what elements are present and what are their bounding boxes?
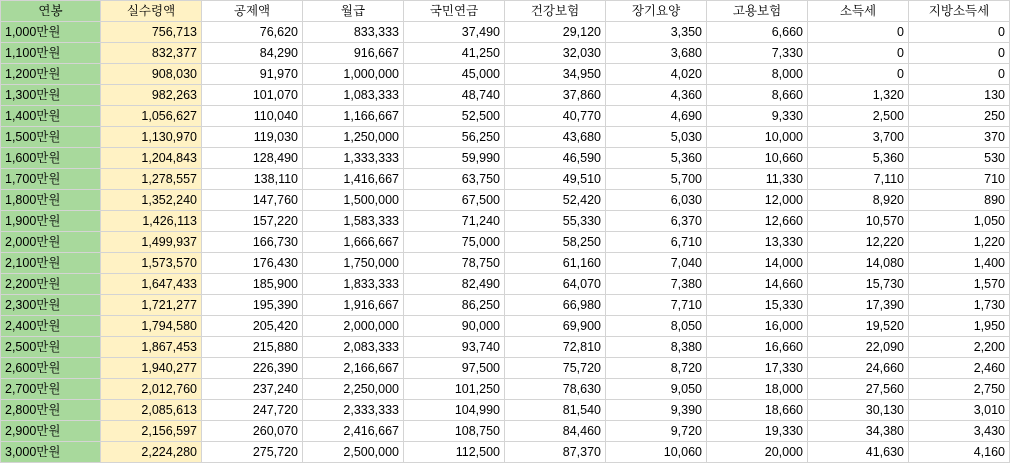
cell-deduction[interactable]: 91,970 [202, 64, 303, 85]
column-header-deduction[interactable]: 공제액 [202, 1, 303, 22]
cell-deduction[interactable]: 185,900 [202, 274, 303, 295]
cell-salary[interactable]: 2,400만원 [1, 316, 101, 337]
cell-health-insurance[interactable]: 75,720 [505, 358, 606, 379]
cell-health-insurance[interactable]: 52,420 [505, 190, 606, 211]
cell-salary[interactable]: 1,700만원 [1, 169, 101, 190]
cell-monthly-pay[interactable]: 2,000,000 [303, 316, 404, 337]
table-row [1, 379, 1010, 400]
cell-local-income-tax[interactable]: 130 [909, 85, 1010, 106]
cell-national-pension[interactable]: 90,000 [404, 316, 505, 337]
cell-income-tax[interactable]: 14,080 [808, 253, 909, 274]
cell-long-term-care[interactable]: 9,390 [606, 400, 707, 421]
cell-deduction[interactable]: 260,070 [202, 421, 303, 442]
cell-health-insurance[interactable]: 81,540 [505, 400, 606, 421]
column-header-long-term-care[interactable]: 장기요양 [606, 1, 707, 22]
cell-income-tax[interactable]: 17,390 [808, 295, 909, 316]
cell-net-pay[interactable]: 832,377 [101, 43, 202, 64]
cell-deduction[interactable]: 84,290 [202, 43, 303, 64]
cell-employment-insurance[interactable]: 15,330 [707, 295, 808, 316]
cell-deduction[interactable]: 205,420 [202, 316, 303, 337]
cell-net-pay[interactable]: 2,012,760 [101, 379, 202, 400]
cell-deduction[interactable]: 119,030 [202, 127, 303, 148]
table-row [1, 190, 1010, 211]
cell-monthly-pay[interactable]: 2,083,333 [303, 337, 404, 358]
cell-employment-insurance[interactable]: 18,660 [707, 400, 808, 421]
table-row [1, 400, 1010, 421]
cell-national-pension[interactable]: 86,250 [404, 295, 505, 316]
cell-health-insurance[interactable]: 64,070 [505, 274, 606, 295]
cell-salary[interactable]: 2,200만원 [1, 274, 101, 295]
cell-employment-insurance[interactable]: 6,660 [707, 22, 808, 43]
cell-income-tax[interactable]: 27,560 [808, 379, 909, 400]
cell-employment-insurance[interactable]: 18,000 [707, 379, 808, 400]
cell-monthly-pay[interactable]: 1,916,667 [303, 295, 404, 316]
cell-local-income-tax[interactable]: 4,160 [909, 442, 1010, 463]
cell-long-term-care[interactable]: 5,700 [606, 169, 707, 190]
cell-deduction[interactable]: 101,070 [202, 85, 303, 106]
cell-deduction[interactable]: 275,720 [202, 442, 303, 463]
cell-employment-insurance[interactable]: 19,330 [707, 421, 808, 442]
cell-long-term-care[interactable]: 5,030 [606, 127, 707, 148]
cell-monthly-pay[interactable]: 2,333,333 [303, 400, 404, 421]
cell-monthly-pay[interactable]: 2,416,667 [303, 421, 404, 442]
table-row [1, 295, 1010, 316]
cell-salary[interactable]: 2,800만원 [1, 400, 101, 421]
cell-salary[interactable]: 1,400만원 [1, 106, 101, 127]
cell-net-pay[interactable]: 1,940,277 [101, 358, 202, 379]
cell-income-tax[interactable]: 22,090 [808, 337, 909, 358]
cell-net-pay[interactable]: 2,085,613 [101, 400, 202, 421]
cell-health-insurance[interactable]: 55,330 [505, 211, 606, 232]
cell-health-insurance[interactable]: 40,770 [505, 106, 606, 127]
cell-long-term-care[interactable]: 10,060 [606, 442, 707, 463]
cell-income-tax[interactable]: 2,500 [808, 106, 909, 127]
cell-national-pension[interactable]: 63,750 [404, 169, 505, 190]
table-row [1, 274, 1010, 295]
header-row [1, 1, 1010, 22]
cell-net-pay[interactable]: 1,056,627 [101, 106, 202, 127]
column-header-national-pension[interactable]: 국민연금 [404, 1, 505, 22]
table-row [1, 85, 1010, 106]
cell-long-term-care[interactable]: 5,360 [606, 148, 707, 169]
column-header-local-income-tax[interactable]: 지방소득세 [909, 1, 1010, 22]
cell-income-tax[interactable]: 3,700 [808, 127, 909, 148]
cell-health-insurance[interactable]: 32,030 [505, 43, 606, 64]
cell-net-pay[interactable]: 2,224,280 [101, 442, 202, 463]
cell-salary[interactable]: 1,000만원 [1, 22, 101, 43]
cell-local-income-tax[interactable]: 370 [909, 127, 1010, 148]
cell-deduction[interactable]: 176,430 [202, 253, 303, 274]
cell-employment-insurance[interactable]: 9,330 [707, 106, 808, 127]
column-header-income-tax[interactable]: 소득세 [808, 1, 909, 22]
cell-health-insurance[interactable]: 37,860 [505, 85, 606, 106]
cell-long-term-care[interactable]: 6,030 [606, 190, 707, 211]
cell-local-income-tax[interactable]: 1,400 [909, 253, 1010, 274]
cell-monthly-pay[interactable]: 1,750,000 [303, 253, 404, 274]
cell-income-tax[interactable]: 0 [808, 43, 909, 64]
cell-monthly-pay[interactable]: 916,667 [303, 43, 404, 64]
cell-local-income-tax[interactable]: 250 [909, 106, 1010, 127]
cell-deduction[interactable]: 195,390 [202, 295, 303, 316]
cell-long-term-care[interactable]: 8,380 [606, 337, 707, 358]
cell-long-term-care[interactable]: 6,370 [606, 211, 707, 232]
cell-long-term-care[interactable]: 3,680 [606, 43, 707, 64]
cell-income-tax[interactable]: 15,730 [808, 274, 909, 295]
cell-net-pay[interactable]: 1,573,570 [101, 253, 202, 274]
cell-national-pension[interactable]: 71,240 [404, 211, 505, 232]
cell-salary[interactable]: 2,600만원 [1, 358, 101, 379]
cell-net-pay[interactable]: 1,499,937 [101, 232, 202, 253]
cell-long-term-care[interactable]: 4,020 [606, 64, 707, 85]
cell-local-income-tax[interactable]: 3,430 [909, 421, 1010, 442]
cell-net-pay[interactable]: 908,030 [101, 64, 202, 85]
cell-national-pension[interactable]: 82,490 [404, 274, 505, 295]
cell-salary[interactable]: 3,000만원 [1, 442, 101, 463]
cell-monthly-pay[interactable]: 833,333 [303, 22, 404, 43]
cell-salary[interactable]: 1,900만원 [1, 211, 101, 232]
cell-health-insurance[interactable]: 72,810 [505, 337, 606, 358]
cell-long-term-care[interactable]: 9,050 [606, 379, 707, 400]
cell-monthly-pay[interactable]: 1,166,667 [303, 106, 404, 127]
cell-net-pay[interactable]: 1,794,580 [101, 316, 202, 337]
table-row [1, 337, 1010, 358]
cell-national-pension[interactable]: 52,500 [404, 106, 505, 127]
cell-deduction[interactable]: 215,880 [202, 337, 303, 358]
cell-employment-insurance[interactable]: 14,660 [707, 274, 808, 295]
cell-employment-insurance[interactable]: 8,000 [707, 64, 808, 85]
cell-local-income-tax[interactable]: 1,730 [909, 295, 1010, 316]
cell-salary[interactable]: 2,000만원 [1, 232, 101, 253]
table-row [1, 64, 1010, 85]
cell-long-term-care[interactable]: 7,710 [606, 295, 707, 316]
cell-income-tax[interactable]: 5,360 [808, 148, 909, 169]
cell-employment-insurance[interactable]: 12,660 [707, 211, 808, 232]
column-header-net-pay[interactable]: 실수령액 [101, 1, 202, 22]
cell-net-pay[interactable]: 2,156,597 [101, 421, 202, 442]
cell-local-income-tax[interactable]: 0 [909, 64, 1010, 85]
cell-health-insurance[interactable]: 66,980 [505, 295, 606, 316]
cell-salary[interactable]: 1,300만원 [1, 85, 101, 106]
cell-health-insurance[interactable]: 87,370 [505, 442, 606, 463]
cell-salary[interactable]: 2,900만원 [1, 421, 101, 442]
cell-salary[interactable]: 2,300만원 [1, 295, 101, 316]
cell-health-insurance[interactable]: 49,510 [505, 169, 606, 190]
cell-monthly-pay[interactable]: 1,666,667 [303, 232, 404, 253]
cell-national-pension[interactable]: 78,750 [404, 253, 505, 274]
cell-monthly-pay[interactable]: 2,500,000 [303, 442, 404, 463]
cell-deduction[interactable]: 128,490 [202, 148, 303, 169]
cell-long-term-care[interactable]: 6,710 [606, 232, 707, 253]
cell-income-tax[interactable]: 1,320 [808, 85, 909, 106]
cell-income-tax[interactable]: 12,220 [808, 232, 909, 253]
cell-net-pay[interactable]: 982,263 [101, 85, 202, 106]
table-row [1, 127, 1010, 148]
cell-salary[interactable]: 1,100만원 [1, 43, 101, 64]
cell-national-pension[interactable]: 97,500 [404, 358, 505, 379]
cell-income-tax[interactable]: 8,920 [808, 190, 909, 211]
cell-deduction[interactable]: 166,730 [202, 232, 303, 253]
cell-monthly-pay[interactable]: 2,250,000 [303, 379, 404, 400]
cell-national-pension[interactable]: 101,250 [404, 379, 505, 400]
cell-health-insurance[interactable]: 29,120 [505, 22, 606, 43]
cell-national-pension[interactable]: 45,000 [404, 64, 505, 85]
cell-health-insurance[interactable]: 84,460 [505, 421, 606, 442]
cell-net-pay[interactable]: 1,721,277 [101, 295, 202, 316]
cell-national-pension[interactable]: 59,990 [404, 148, 505, 169]
cell-local-income-tax[interactable]: 530 [909, 148, 1010, 169]
table-row [1, 358, 1010, 379]
cell-net-pay[interactable]: 1,867,453 [101, 337, 202, 358]
cell-net-pay[interactable]: 1,204,843 [101, 148, 202, 169]
cell-income-tax[interactable]: 41,630 [808, 442, 909, 463]
cell-health-insurance[interactable]: 69,900 [505, 316, 606, 337]
cell-local-income-tax[interactable]: 1,950 [909, 316, 1010, 337]
cell-national-pension[interactable]: 104,990 [404, 400, 505, 421]
cell-employment-insurance[interactable]: 16,660 [707, 337, 808, 358]
cell-employment-insurance[interactable]: 17,330 [707, 358, 808, 379]
column-header-employment-insurance[interactable]: 고용보험 [707, 1, 808, 22]
cell-employment-insurance[interactable]: 10,660 [707, 148, 808, 169]
cell-health-insurance[interactable]: 46,590 [505, 148, 606, 169]
cell-long-term-care[interactable]: 8,050 [606, 316, 707, 337]
cell-monthly-pay[interactable]: 1,583,333 [303, 211, 404, 232]
cell-net-pay[interactable]: 1,278,557 [101, 169, 202, 190]
cell-long-term-care[interactable]: 7,040 [606, 253, 707, 274]
cell-national-pension[interactable]: 56,250 [404, 127, 505, 148]
cell-employment-insurance[interactable]: 8,660 [707, 85, 808, 106]
table-row [1, 442, 1010, 463]
cell-local-income-tax[interactable]: 1,050 [909, 211, 1010, 232]
cell-income-tax[interactable]: 19,520 [808, 316, 909, 337]
table-row [1, 169, 1010, 190]
cell-monthly-pay[interactable]: 1,000,000 [303, 64, 404, 85]
cell-income-tax[interactable]: 7,110 [808, 169, 909, 190]
cell-monthly-pay[interactable]: 1,250,000 [303, 127, 404, 148]
cell-health-insurance[interactable]: 34,950 [505, 64, 606, 85]
cell-income-tax[interactable]: 30,130 [808, 400, 909, 421]
cell-salary[interactable]: 1,800만원 [1, 190, 101, 211]
cell-deduction[interactable]: 147,760 [202, 190, 303, 211]
table-row [1, 421, 1010, 442]
cell-net-pay[interactable]: 756,713 [101, 22, 202, 43]
cell-local-income-tax[interactable]: 710 [909, 169, 1010, 190]
cell-national-pension[interactable]: 37,490 [404, 22, 505, 43]
cell-employment-insurance[interactable]: 13,330 [707, 232, 808, 253]
cell-deduction[interactable]: 76,620 [202, 22, 303, 43]
cell-long-term-care[interactable]: 7,380 [606, 274, 707, 295]
cell-employment-insurance[interactable]: 7,330 [707, 43, 808, 64]
cell-deduction[interactable]: 237,240 [202, 379, 303, 400]
cell-deduction[interactable]: 138,110 [202, 169, 303, 190]
cell-salary[interactable]: 1,500만원 [1, 127, 101, 148]
cell-income-tax[interactable]: 24,660 [808, 358, 909, 379]
cell-health-insurance[interactable]: 61,160 [505, 253, 606, 274]
cell-national-pension[interactable]: 108,750 [404, 421, 505, 442]
cell-employment-insurance[interactable]: 20,000 [707, 442, 808, 463]
cell-monthly-pay[interactable]: 1,500,000 [303, 190, 404, 211]
table-body [1, 22, 1010, 463]
cell-salary[interactable]: 2,700만원 [1, 379, 101, 400]
cell-long-term-care[interactable]: 9,720 [606, 421, 707, 442]
cell-long-term-care[interactable]: 8,720 [606, 358, 707, 379]
cell-national-pension[interactable]: 41,250 [404, 43, 505, 64]
cell-net-pay[interactable]: 1,130,970 [101, 127, 202, 148]
cell-salary[interactable]: 2,500만원 [1, 337, 101, 358]
table-row [1, 43, 1010, 64]
cell-net-pay[interactable]: 1,426,113 [101, 211, 202, 232]
cell-employment-insurance[interactable]: 11,330 [707, 169, 808, 190]
cell-long-term-care[interactable]: 4,690 [606, 106, 707, 127]
cell-long-term-care[interactable]: 4,360 [606, 85, 707, 106]
cell-monthly-pay[interactable]: 1,083,333 [303, 85, 404, 106]
cell-national-pension[interactable]: 75,000 [404, 232, 505, 253]
cell-local-income-tax[interactable]: 0 [909, 43, 1010, 64]
cell-local-income-tax[interactable]: 1,220 [909, 232, 1010, 253]
table-row [1, 253, 1010, 274]
cell-income-tax[interactable]: 0 [808, 22, 909, 43]
cell-local-income-tax[interactable]: 2,460 [909, 358, 1010, 379]
cell-long-term-care[interactable]: 3,350 [606, 22, 707, 43]
cell-local-income-tax[interactable]: 1,570 [909, 274, 1010, 295]
table-row [1, 232, 1010, 253]
cell-income-tax[interactable]: 34,380 [808, 421, 909, 442]
cell-income-tax[interactable]: 10,570 [808, 211, 909, 232]
cell-national-pension[interactable]: 48,740 [404, 85, 505, 106]
cell-deduction[interactable]: 226,390 [202, 358, 303, 379]
cell-employment-insurance[interactable]: 10,000 [707, 127, 808, 148]
column-header-salary[interactable]: 연봉 [1, 1, 101, 22]
cell-health-insurance[interactable]: 43,680 [505, 127, 606, 148]
cell-employment-insurance[interactable]: 12,000 [707, 190, 808, 211]
cell-local-income-tax[interactable]: 3,010 [909, 400, 1010, 421]
cell-monthly-pay[interactable]: 1,833,333 [303, 274, 404, 295]
column-header-monthly-pay[interactable]: 월급 [303, 1, 404, 22]
cell-national-pension[interactable]: 93,740 [404, 337, 505, 358]
cell-deduction[interactable]: 157,220 [202, 211, 303, 232]
table-row [1, 211, 1010, 232]
cell-deduction[interactable]: 247,720 [202, 400, 303, 421]
cell-national-pension[interactable]: 112,500 [404, 442, 505, 463]
cell-national-pension[interactable]: 67,500 [404, 190, 505, 211]
cell-local-income-tax[interactable]: 0 [909, 22, 1010, 43]
table-row [1, 106, 1010, 127]
column-header-health-insurance[interactable]: 건강보험 [505, 1, 606, 22]
cell-deduction[interactable]: 110,040 [202, 106, 303, 127]
cell-local-income-tax[interactable]: 2,200 [909, 337, 1010, 358]
cell-employment-insurance[interactable]: 16,000 [707, 316, 808, 337]
cell-monthly-pay[interactable]: 2,166,667 [303, 358, 404, 379]
cell-health-insurance[interactable]: 58,250 [505, 232, 606, 253]
cell-net-pay[interactable]: 1,647,433 [101, 274, 202, 295]
table-row [1, 148, 1010, 169]
cell-salary[interactable]: 2,100만원 [1, 253, 101, 274]
table-row [1, 316, 1010, 337]
cell-monthly-pay[interactable]: 1,333,333 [303, 148, 404, 169]
cell-salary[interactable]: 1,600만원 [1, 148, 101, 169]
cell-local-income-tax[interactable]: 890 [909, 190, 1010, 211]
cell-income-tax[interactable]: 0 [808, 64, 909, 85]
cell-local-income-tax[interactable]: 2,750 [909, 379, 1010, 400]
cell-net-pay[interactable]: 1,352,240 [101, 190, 202, 211]
cell-salary[interactable]: 1,200만원 [1, 64, 101, 85]
cell-health-insurance[interactable]: 78,630 [505, 379, 606, 400]
cell-monthly-pay[interactable]: 1,416,667 [303, 169, 404, 190]
table-row [1, 22, 1010, 43]
cell-employment-insurance[interactable]: 14,000 [707, 253, 808, 274]
